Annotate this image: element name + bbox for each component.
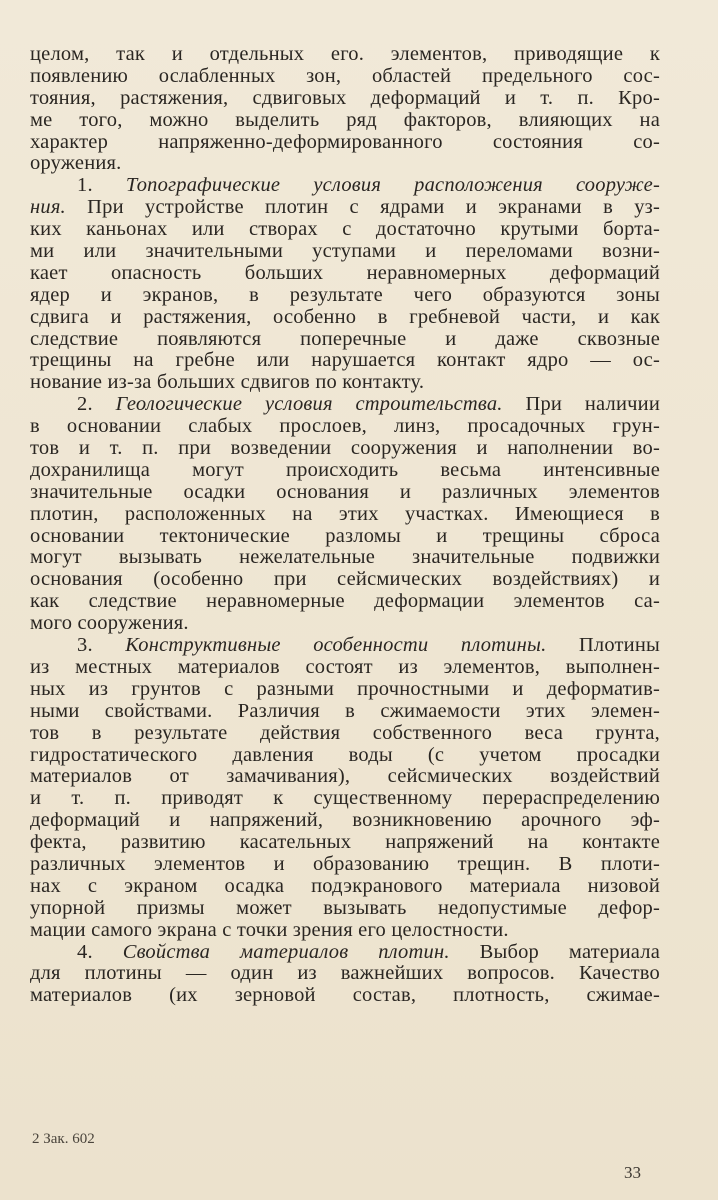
- italic-heading-segment: Геологические условия строительства.: [115, 393, 503, 416]
- text-segment: При наличии: [502, 393, 660, 416]
- text-line: [30, 219, 660, 241]
- text-line: [30, 44, 660, 66]
- text-line: [30, 307, 660, 329]
- text-line: [30, 876, 660, 898]
- text-segment: ядер и экранов, в результате чего образуются зоны: [30, 283, 660, 306]
- text-segment: ких каньонах или створах с достаточно крутыми борта-: [30, 218, 660, 241]
- text-line: [30, 832, 660, 854]
- text-segment: дохранилища могут происходить весьма интенсивные: [30, 458, 660, 481]
- text-line: [30, 460, 660, 482]
- text-line: [30, 482, 660, 504]
- text-line: [30, 788, 660, 810]
- text-segment: плотин, расположенных на этих участках. Имеющиеся в: [30, 502, 660, 525]
- text-line: [30, 963, 660, 985]
- text-line: [30, 569, 660, 591]
- text-segment: для плотины — один из важнейших вопросов. Качество: [30, 962, 660, 985]
- text-segment: сдвига и растяжения, особенно в гребневой части, и как: [30, 305, 660, 328]
- text-segment: из местных материалов состоят из элементов, выполнен-: [30, 655, 660, 678]
- text-line: [30, 898, 660, 920]
- body-text: [30, 44, 660, 1007]
- text-line: [30, 701, 660, 723]
- text-segment: следствие появляются поперечные и даже сквозные: [30, 327, 660, 350]
- text-line: [30, 416, 660, 438]
- text-line: [30, 657, 660, 679]
- text-line: [30, 66, 660, 88]
- text-line: [30, 526, 660, 548]
- text-segment: мого сооружения.: [30, 612, 189, 635]
- text-segment: основании тектонические разломы и трещины сброса: [30, 524, 660, 547]
- italic-heading-segment: Свойства материалов плотин.: [122, 940, 450, 963]
- text-segment: 1.: [77, 174, 126, 197]
- text-line: [30, 635, 660, 657]
- text-segment: ме того, можно выделить ряд факторов, влияющих на: [30, 108, 660, 131]
- text-line: [30, 438, 660, 460]
- text-segment: 4.: [77, 940, 123, 963]
- text-line: [30, 547, 660, 569]
- text-line: [30, 679, 660, 701]
- text-segment: и т. п. приводят к существенному перераспределению: [30, 787, 660, 810]
- text-segment: появлению ослабленных зон, областей предельного сос-: [30, 64, 660, 87]
- text-segment: ных из грунтов с разными прочностными и деформатив-: [30, 677, 660, 700]
- text-line: [30, 854, 660, 876]
- text-line: [30, 394, 660, 416]
- text-segment: гидростатического давления воды (с учетом просадки: [30, 743, 660, 766]
- text-segment: мации самого экрана с точки зрения его целостности.: [30, 918, 509, 941]
- text-line: [30, 153, 660, 175]
- text-line: [30, 197, 660, 219]
- text-segment: основания (особенно при сейсмических воздействиях) и: [30, 568, 660, 591]
- italic-heading-segment: ния.: [30, 196, 66, 219]
- text-segment: в основании слабых прослоев, линз, просадочных грун-: [30, 415, 660, 438]
- text-segment: тов в результате действия собственного веса грунта,: [30, 721, 660, 744]
- text-line: [30, 132, 660, 154]
- text-segment: Плотины: [546, 634, 660, 657]
- text-line: [30, 88, 660, 110]
- text-line: [30, 745, 660, 767]
- text-segment: различных элементов и образованию трещин. В плоти-: [30, 852, 660, 875]
- text-segment: 3.: [77, 634, 126, 657]
- text-segment: 2.: [77, 393, 116, 416]
- text-segment: нование из-за больших сдвигов по контакту.: [30, 371, 425, 394]
- text-segment: оружения.: [30, 152, 122, 175]
- text-segment: При устройстве плотин с ядрами и экранами в уз-: [65, 196, 660, 219]
- text-line: [30, 613, 660, 635]
- text-segment: значительные осадки основания и различных элементов: [30, 480, 660, 503]
- text-line: [30, 175, 660, 197]
- text-segment: нах с экраном осадка подэкранового материала низовой: [30, 874, 660, 897]
- text-segment: как следствие неравномерные деформации элементов са-: [30, 590, 660, 613]
- page-number: 33: [624, 1163, 641, 1182]
- text-segment: трещины на гребне или нарушается контакт ядро — ос-: [30, 349, 660, 372]
- text-segment: кает опасность больших неравномерных деформаций: [30, 261, 660, 284]
- text-segment: деформаций и напряжений, возникновению арочного эф-: [30, 809, 660, 832]
- text-line: [30, 723, 660, 745]
- text-segment: Выбор материала: [449, 940, 660, 963]
- text-line: [30, 766, 660, 788]
- text-segment: целом, так и отдельных его. элементов, приводящие к: [30, 43, 660, 65]
- text-line: [30, 591, 660, 613]
- text-segment: упорной призмы может вызывать недопустимые дефор-: [30, 896, 660, 919]
- text-line: [30, 241, 660, 263]
- text-line: [30, 810, 660, 832]
- text-line: [30, 372, 660, 394]
- text-segment: тояния, растяжения, сдвиговых деформаций и т. п. Кро-: [30, 86, 660, 109]
- text-line: [30, 110, 660, 132]
- text-line: [30, 504, 660, 526]
- italic-heading-segment: Топографические условия расположения сооруже-: [125, 174, 660, 197]
- text-line: [30, 350, 660, 372]
- text-segment: ми или значительными уступами и переломами возни-: [30, 240, 660, 263]
- text-segment: ными свойствами. Различия в сжимаемости этих элемен-: [30, 699, 660, 722]
- text-line: [30, 285, 660, 307]
- text-segment: фекта, развитию касательных напряжений на контакте: [30, 831, 660, 854]
- printer-signature-mark: 2 Зак. 602: [32, 1131, 95, 1147]
- italic-heading-segment: Конструктивные особенности плотины.: [125, 634, 547, 657]
- text-line: [30, 329, 660, 351]
- text-segment: материалов (их зерновой состав, плотность, сжимае-: [30, 984, 660, 1007]
- text-segment: характер напряженно-деформированного состояния со-: [30, 130, 660, 153]
- text-line: [30, 920, 660, 942]
- text-line: [30, 942, 660, 964]
- text-segment: материалов от замачивания), сейсмических воздействий: [30, 765, 660, 788]
- text-segment: тов и т. п. при возведении сооружения и наполнении во-: [30, 437, 660, 460]
- text-line: [30, 985, 660, 1007]
- text-line: [30, 263, 660, 285]
- text-segment: могут вызывать нежелательные значительные подвижки: [30, 546, 660, 569]
